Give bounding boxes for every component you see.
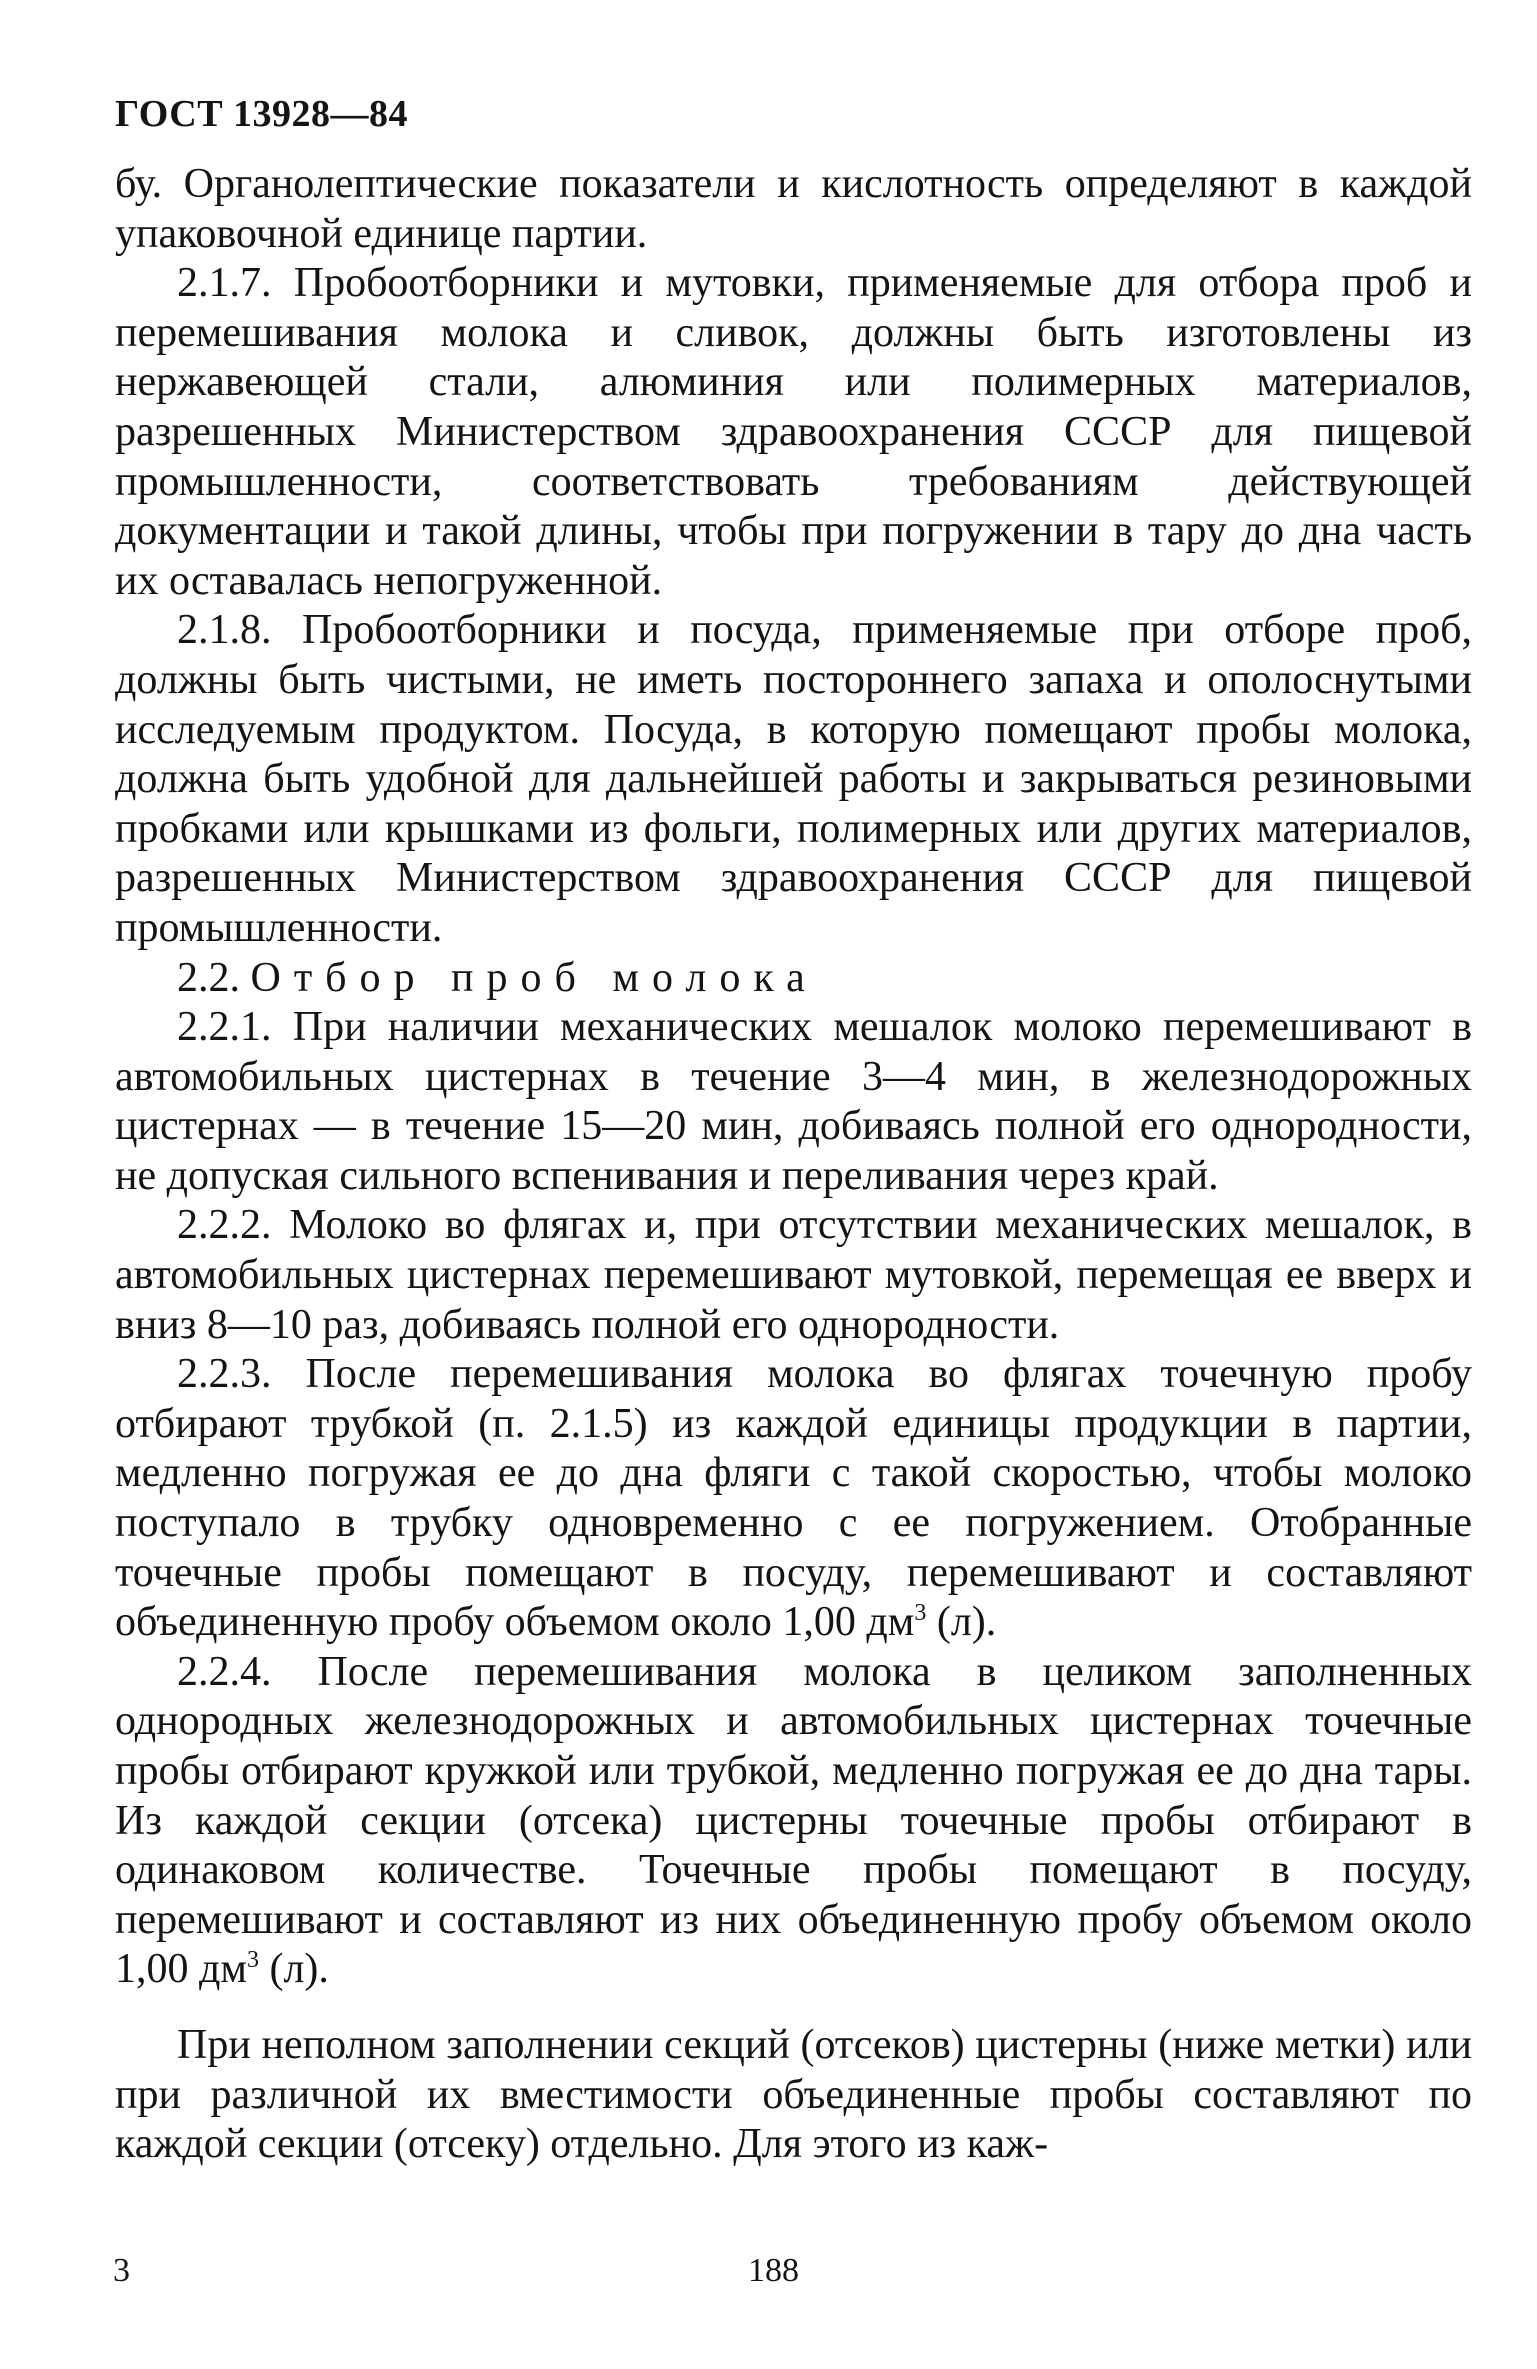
paragraph-2-2-3 bbox=[115, 1350, 1472, 1648]
paragraph-2-2-3-tail: (л). bbox=[926, 1599, 997, 1646]
document-header: ГОСТ 13928—84 bbox=[115, 93, 409, 135]
superscript-cubed: 3 bbox=[246, 1947, 259, 1974]
footer-left-mark: 3 bbox=[113, 2252, 130, 2289]
page-number: 188 bbox=[748, 2252, 799, 2289]
superscript-cubed: 3 bbox=[914, 1600, 927, 1627]
section-number: 2.2. bbox=[177, 954, 240, 1001]
section-title: Отбор проб молока bbox=[250, 954, 818, 1001]
section-heading bbox=[115, 954, 1472, 1004]
paragraph-incomplete-filling: При неполном заполнении секций (отсеков) цистерны (ниже метки) или при различной их вместимости объединенные пробы составляют по каждой секции (отсеку) отдельно. Для этого из каж- bbox=[115, 2021, 1472, 2168]
paragraph-continuation: бу. Органолептические показатели и кислотность определяют в каждой упаковочной единице партии. bbox=[115, 161, 1472, 257]
paragraph-2-1-7: 2.1.7. Пробоотборники и мутовки, применяемые для отбора проб и перемешивания молока и сливок, должны быть изготовлены из нержавеющей стали, алюминия или полимерных материалов, разрешенных Министерством здравоохранения СССР для пищевой промышленности, соответствовать требованиям действующей документации и такой длины, чтобы при погружении в тару до дна часть их оставалась непогруженной. bbox=[115, 260, 1472, 604]
paragraph-2-1-8: 2.1.8. Пробоотборники и посуда, применяемые при отборе проб, должны быть чистыми, не иметь постороннего запаха и ополоснутыми исследуемым продуктом. Посуда, в которую помещают пробы молока, должна быть удобной для дальнейшей работы и закрываться резиновыми пробками или крышками из фольги, полимерных или других материалов, разрешенных Министерством здравоохранения СССР для пищевой промышленности. bbox=[115, 607, 1472, 951]
paragraph-2-2-4-tail: (л). bbox=[258, 1946, 329, 1993]
paragraph-2-2-2: 2.2.2. Молоко во флягах и, при отсутствии механических мешалок, в автомобильных цистернах перемешивают мутовкой, перемещая ее вверх и вниз 8—10 раз, добиваясь полной его однородности. bbox=[115, 1202, 1472, 1348]
paragraph-2-2-4 bbox=[115, 1648, 1472, 1995]
paragraph-2-2-4-text: 2.2.4. После перемешивания молока в целиком заполненных однородных железнодорожных и автомобильных цистернах точечные пробы отбирают кружкой или трубкой, медленно погружая ее до дна тары. Из каждой секции (отсека) цистерны точечные пробы отбирают в одинаковом количестве. Точечные пробы помещают в посуду, перемешивают и составляют из них объединенную пробу объемом около 1,00 дм bbox=[115, 1648, 1472, 1993]
paragraph-2-2-1: 2.2.1. При наличии механических мешалок молоко перемешивают в автомобильных цистернах в течение 3—4 мин, в железнодорожных цистернах — в течение 15—20 мин, добиваясь полной его однородности, не допуская сильного вспенивания и переливания через край. bbox=[115, 1004, 1472, 1199]
paragraph-2-2-3-text: 2.2.3. После перемешивания молока во флягах точечную пробу отбирают трубкой (п. 2.1.5) из каждой единицы продукции в партии, медленно погружая ее до дна фляги с такой скоростью, чтобы молоко поступало в трубку одновременно с ее погружением. Отобранные точечные пробы помещают в посуду, перемешивают и составляют объединенную пробу объемом около 1,00 дм bbox=[115, 1351, 1472, 1646]
body-text bbox=[115, 160, 1472, 2170]
